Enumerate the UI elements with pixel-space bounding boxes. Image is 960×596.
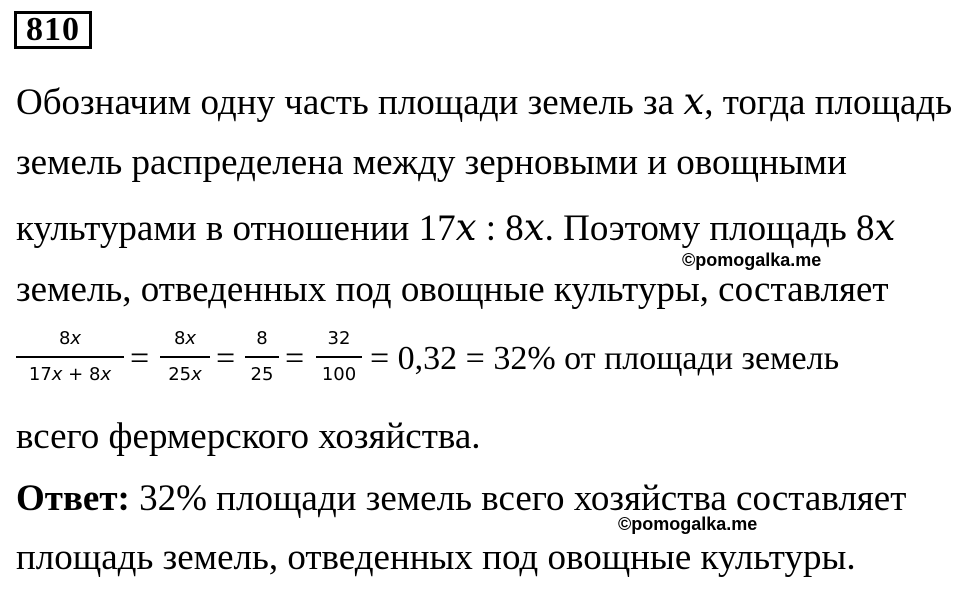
fraction-2-denominator <box>160 364 210 386</box>
answer-label: Ответ: <box>16 478 130 519</box>
variable-x: x <box>51 364 63 385</box>
variable-x: x <box>683 80 705 123</box>
digit: + 8 <box>62 364 101 385</box>
digit: 8 <box>58 328 71 349</box>
equals-sign: = <box>216 340 236 377</box>
fraction-2-numerator <box>160 328 210 350</box>
variable-x: x <box>185 328 197 349</box>
digit: 17 <box>28 364 52 385</box>
watermark: ©pomogalka.me <box>682 250 822 270</box>
text-line-3-main: культурами в отношении 17 <box>16 208 456 249</box>
text-line-6: всего фермерского хозяйства. <box>16 416 481 457</box>
variable-x: x <box>523 206 545 249</box>
variable-x: x <box>70 328 82 349</box>
text-line-3-tail: . Поэтому площадь 8 <box>544 208 875 249</box>
fraction-1-numerator <box>16 328 124 350</box>
variable-x: x <box>455 206 477 249</box>
digit: 8 <box>173 328 186 349</box>
variable-x: x <box>100 364 112 385</box>
text-line-1 <box>16 82 952 123</box>
ratio-separator: : 8 <box>476 208 524 249</box>
answer-text: 32% площади земель всего хозяйства составляет <box>129 478 907 519</box>
fraction-bar <box>160 356 210 358</box>
fraction-3-numerator: 8 <box>256 328 268 349</box>
answer-line-2: площадь земель, отведенных под овощные культуры. <box>16 537 856 578</box>
text-line-4: земель, отведенных под овощные культуры, составляет <box>16 269 889 310</box>
problem-number: 810 <box>26 11 80 48</box>
text-line-3 <box>16 208 895 249</box>
digit: 25 <box>168 364 192 385</box>
fraction-2 <box>160 328 210 386</box>
fraction-1 <box>16 328 124 386</box>
variable-x: x <box>191 364 202 385</box>
fraction-3 <box>245 328 279 386</box>
problem-number-box <box>14 11 92 49</box>
text-line-2: земель распределена между зерновыми и овощными <box>16 142 847 183</box>
equals-sign: = <box>285 340 305 377</box>
fraction-bar <box>16 356 124 358</box>
text-line-1-main: Обозначим одну часть площади земель за <box>16 82 684 123</box>
fraction-3-denominator: 25 <box>250 364 274 385</box>
fraction-bar <box>316 356 362 358</box>
fraction-1-denominator <box>16 364 124 386</box>
fraction-4 <box>316 328 362 386</box>
equals-sign: = <box>130 340 150 377</box>
fraction-4-numerator: 32 <box>327 328 351 349</box>
variable-x: x <box>874 206 896 249</box>
text-line-1-tail: , тогда площадь <box>704 82 953 123</box>
formula-tail: = 0,32 = 32% от площади земель <box>370 340 840 377</box>
fraction-bar <box>245 356 279 358</box>
answer-line-1 <box>16 479 906 519</box>
watermark: ©pomogalka.me <box>618 514 758 534</box>
fraction-4-denominator: 100 <box>321 364 357 385</box>
